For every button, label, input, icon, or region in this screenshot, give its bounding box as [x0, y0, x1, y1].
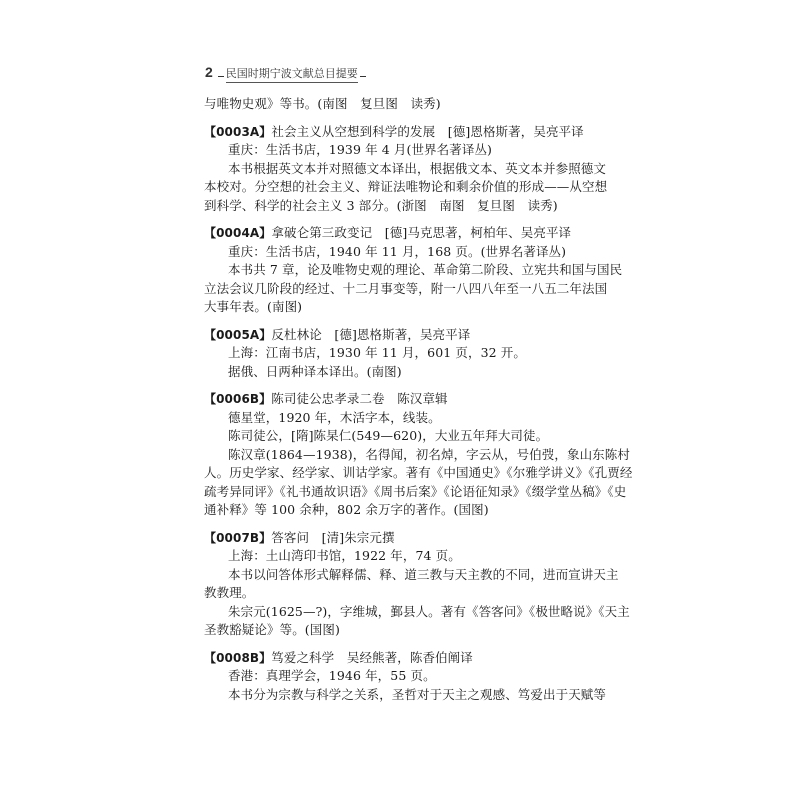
- entry-id: 【0004A】: [204, 226, 272, 240]
- header-rule-end: [360, 76, 366, 77]
- header-title: 民国时期宁波文献总目提要: [226, 65, 358, 83]
- entry-text-line: 教教理。: [204, 585, 255, 600]
- entry-text-line: 重庆：生活书店，1940 年 11 月，168 页。(世界名著译丛): [228, 243, 567, 259]
- catalog-entry: [204, 326, 604, 382]
- entry-title: 陈司徒公忠孝录二卷 陈汉章辑: [271, 391, 448, 406]
- entry-text-line: 本书分为宗教与科学之关系，圣哲对于天主之观感、笃爱出于天赋等: [228, 686, 607, 702]
- entry-text-line: 人。历史学家、经学家、训诂学家。著有《中国通史》《尔雅学讲义》《孔贾经: [204, 465, 633, 480]
- entry-id: 【0003A】: [204, 124, 272, 139]
- entry-text-line: 陈司徒公，[隋]陈杲仁(549—620)，大业五年拜大司徒。: [228, 428, 549, 443]
- entry-text-line: 通补释》等 100 余种，802 余万字的著作。(国图): [204, 502, 489, 517]
- entry-text-line: 到科学、科学的社会主义 3 部分。(浙图 南图 复旦图 读秀): [204, 197, 558, 213]
- entry-heading: [204, 649, 604, 668]
- entry-text-line: 立法会议几阶段的经过、十二月事变等，附一八四八年至一八五二年法国: [204, 280, 608, 296]
- entry-id: 【0006B】: [204, 392, 272, 406]
- entry-text-line: 上海：土山湾印书馆，1922 年，74 页。: [228, 548, 461, 563]
- running-header: [205, 64, 368, 83]
- catalog-entry: [204, 649, 607, 705]
- catalog-entry: [204, 390, 633, 520]
- continuation-line: 与唯物史观》等书。(南图 复旦图 读秀): [204, 96, 441, 111]
- page-body: [204, 95, 633, 704]
- catalog-entry: [204, 224, 623, 317]
- entry-text-line: 本书根据英文本并对照德文本译出，根据俄文本、英文本并参照德文: [228, 160, 607, 176]
- entry-heading: [204, 123, 604, 142]
- entry-title: 答客问 [清]朱宗元撰: [271, 529, 395, 545]
- entry-text-line: 大事年表。(南图): [204, 299, 303, 314]
- entry-title: 笃爱之科学 吴经熊著，陈香伯阐译: [271, 649, 473, 665]
- entry-text-line: 本校对。分空想的社会主义、辩证法唯物论和剩余价值的形成——从空想: [204, 179, 608, 194]
- entry-heading: [204, 529, 604, 548]
- entry-text-line: 重庆：生活书店，1939 年 4 月(世界名著译丛): [228, 142, 493, 157]
- entry-id: 【0007B】: [204, 530, 272, 545]
- entry-text-line: 德星堂，1920 年，木活字本，线装。: [228, 409, 441, 425]
- entry-text-line: 上海：江南书店，1930 年 11 月，601 页，32 开。: [228, 345, 526, 360]
- entry-id: 【0008B】: [204, 650, 272, 665]
- entry-text-line: 疏考异同评》《礼书通故识语》《周书后案》《论语征知录》《缀学堂丛稿》《史: [204, 483, 627, 499]
- entry-heading: [204, 326, 604, 345]
- entry-list: [204, 123, 633, 705]
- entry-title: 反杜林论 [德]恩格斯著，吴亮平译: [271, 326, 471, 342]
- entry-heading: [204, 224, 604, 243]
- catalog-entry: [204, 529, 630, 640]
- entry-text-line: 圣教豁疑论》等。(国图): [204, 622, 340, 637]
- entry-text-line: 本书共 7 章，论及唯物史观的理论、革命第二阶段、立宪共和国与国民: [228, 262, 623, 277]
- entry-title: 社会主义从空想到科学的发展 [德]恩格斯著，吴亮平译: [271, 123, 584, 139]
- entry-heading: [204, 390, 604, 409]
- entry-text-line: 本书以问答体形式解释儒、释、道三教与天主教的不同，进而宣讲天主: [228, 566, 619, 582]
- header-rule: [218, 76, 224, 77]
- entry-title: 拿破仑第三政变记 [德]马克思著，柯柏年、吴亮平译: [271, 225, 572, 240]
- entry-id: 【0005A】: [204, 327, 272, 342]
- entry-text-line: 香港：真理学会，1946 年，55 页。: [228, 668, 436, 683]
- entry-text-line: 陈汉章(1864—1938)，名得闻，初名焯，字云从，号伯弢，象山东陈村: [228, 446, 630, 462]
- entry-text-line: 据俄、日两种译本译出。(南图): [228, 363, 402, 379]
- entry-text-line: 朱宗元(1625—?)，字维城，鄞县人。著有《答客问》《极世略说》《天主: [228, 603, 630, 619]
- page-number: 2: [205, 64, 213, 80]
- catalog-entry: [204, 123, 608, 216]
